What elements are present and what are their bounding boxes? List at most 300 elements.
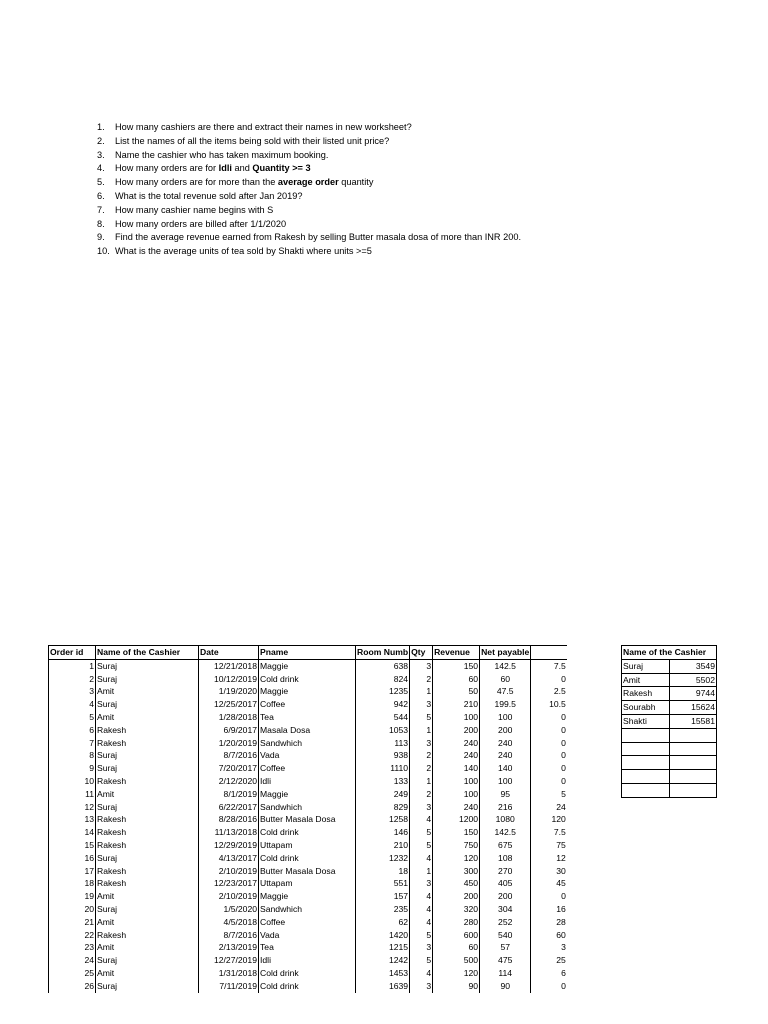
table-cell[interactable]: 829 [356,801,410,814]
table-cell[interactable]: 120 [433,852,480,865]
table-row [49,980,567,993]
table-cell[interactable]: 1453 [356,967,410,980]
question-text: Quantity >= 3 [252,163,311,174]
table-cell[interactable]: 21 [49,916,96,929]
table-cell[interactable]: 4/5/2018 [199,916,259,929]
table-row [49,839,567,852]
table-cell[interactable]: 3 [410,941,433,954]
table-cell[interactable]: 22 [49,929,96,942]
table-cell[interactable]: 200 [480,724,531,737]
table-cell[interactable]: 6 [561,967,566,978]
summary-row [622,687,717,701]
table-cell[interactable]: 5 [49,711,96,724]
table-cell[interactable]: Amit [96,685,199,698]
table-cell[interactable]: 113 [356,737,410,750]
table-cell[interactable]: 12/23/2017 [199,877,259,890]
table-cell[interactable]: 30 [556,865,566,876]
table-cell[interactable]: 10 [49,775,96,788]
table-cell[interactable]: 13 [49,813,96,826]
summary-cell[interactable] [670,742,717,756]
table-cell[interactable]: 1/5/2020 [199,903,259,916]
table-cell[interactable]: 18 [356,865,410,878]
table-cell[interactable]: 1200 [433,813,480,826]
table-cell[interactable]: 0 [561,891,566,902]
table-cell[interactable]: 1/20/2019 [199,737,259,750]
table-cell[interactable]: 7.5 [553,827,566,838]
table-cell[interactable]: 4 [49,698,96,711]
table-cell[interactable]: 9 [49,762,96,775]
table-cell[interactable]: 2.5 [553,686,566,697]
table-cell[interactable]: 114 [480,967,531,980]
table-cell[interactable]: 8/7/2016 [199,929,259,942]
question-item [97,204,521,218]
table-cell[interactable]: Maggie [259,890,356,903]
table-cell[interactable]: Amit [96,941,199,954]
table-cell[interactable]: 5 [410,954,433,967]
table-cell[interactable]: 199.5 [480,698,531,711]
table-cell[interactable]: 824 [356,673,410,686]
table-cell[interactable]: Vada [259,749,356,762]
table-cell[interactable]: 120 [433,967,480,980]
table-cell[interactable]: Suraj [96,903,199,916]
table-cell[interactable]: 4 [410,916,433,929]
table-cell[interactable]: 7 [49,737,96,750]
table-cell[interactable]: 938 [356,749,410,762]
table-cell[interactable]: 157 [356,890,410,903]
table-cell[interactable]: 12/25/2017 [199,698,259,711]
table-cell[interactable]: 100 [480,711,531,724]
table-cell[interactable]: 90 [433,980,480,993]
table-cell[interactable]: 24 [556,801,566,812]
table-cell[interactable]: Rakesh [96,737,199,750]
question-text: Idli [218,163,232,174]
table-cell[interactable]: Cold drink [259,826,356,839]
question-item [97,231,521,245]
table-cell[interactable]: 1053 [356,724,410,737]
table-cell[interactable]: Rakesh [96,865,199,878]
table-cell[interactable]: Butter Masala Dosa [259,865,356,878]
table-cell[interactable]: 146 [356,826,410,839]
table-cell[interactable]: 210 [356,839,410,852]
column-header: Revenue [433,646,480,660]
table-cell[interactable]: 3 [410,980,433,993]
summary-cell[interactable] [622,783,670,797]
table-row [49,801,567,814]
table-cell[interactable]: 28 [556,916,566,927]
summary-cell[interactable]: Suraj [622,659,670,673]
table-cell[interactable]: 47.5 [480,685,531,698]
table-cell[interactable]: Sandwhich [259,737,356,750]
table-cell[interactable]: Idli [259,775,356,788]
table-cell[interactable]: Maggie [259,788,356,801]
table-cell[interactable]: 6/22/2017 [199,801,259,814]
question-item [97,218,521,232]
table-cell[interactable]: Coffee [259,916,356,929]
summary-cell[interactable] [670,770,717,784]
table-row [49,711,567,724]
table-cell[interactable]: 60 [556,929,566,940]
table-cell[interactable]: Suraj [96,698,199,711]
table-cell[interactable]: 2/10/2019 [199,865,259,878]
table-cell[interactable]: 11 [49,788,96,801]
table-cell[interactable]: Suraj [96,852,199,865]
table-cell[interactable]: 405 [480,877,531,890]
summary-row [622,673,717,687]
table-cell[interactable]: 5 [410,826,433,839]
summary-cell[interactable] [622,756,670,770]
table-cell[interactable]: 0 [561,673,566,684]
table-cell[interactable]: 142.5 [480,826,531,839]
table-cell[interactable]: 600 [433,929,480,942]
table-cell[interactable]: Amit [96,890,199,903]
question-text: What is the average units of tea sold by Shakti where units >=5 [115,246,372,257]
summary-cell[interactable]: 3549 [670,659,717,673]
table-cell[interactable]: 1 [410,865,433,878]
table-cell[interactable]: 14 [49,826,96,839]
table-cell[interactable]: 3 [49,685,96,698]
table-cell[interactable]: 1258 [356,813,410,826]
table-row [49,890,567,903]
table-cell[interactable]: 0 [561,711,566,722]
table-cell[interactable]: 3 [410,737,433,750]
cashier-summary-table [621,645,717,798]
table-cell[interactable]: 60 [433,941,480,954]
table-cell[interactable]: 750 [433,839,480,852]
table-cell[interactable]: 235 [356,903,410,916]
table-row [49,967,567,980]
table-cell[interactable]: 120 [551,814,566,825]
table-cell[interactable]: 1/28/2018 [199,711,259,724]
table-cell[interactable]: 7.5 [553,660,566,671]
table-cell[interactable]: 26 [49,980,96,993]
table-cell[interactable]: 10/12/2019 [199,673,259,686]
table-cell[interactable]: 1235 [356,685,410,698]
table-cell[interactable]: 25 [49,967,96,980]
table-cell[interactable]: 4 [410,813,433,826]
table-cell[interactable]: 12 [556,852,566,863]
table-cell[interactable]: 5 [410,839,433,852]
table-cell[interactable]: 7/11/2019 [199,980,259,993]
table-cell[interactable]: 1 [410,685,433,698]
table-cell[interactable]: 200 [433,724,480,737]
table-cell[interactable]: 240 [480,737,531,750]
question-item [97,190,521,204]
table-cell[interactable]: 210 [433,698,480,711]
table-cell[interactable]: 8/7/2016 [199,749,259,762]
table-cell[interactable]: 2/13/2019 [199,941,259,954]
table-cell[interactable]: Tea [259,941,356,954]
column-header: Order id [49,646,96,660]
table-cell[interactable]: 150 [433,826,480,839]
table-cell[interactable]: 108 [480,852,531,865]
table-cell[interactable]: Coffee [259,698,356,711]
table-row [49,749,567,762]
table-cell[interactable]: 16 [556,903,566,914]
table-cell[interactable]: 304 [480,903,531,916]
table-cell[interactable]: 25 [556,955,566,966]
table-cell[interactable]: 90 [480,980,531,993]
table-cell[interactable]: 2/12/2020 [199,775,259,788]
table-cell[interactable]: Rakesh [96,724,199,737]
table-cell[interactable]: 11/13/2018 [199,826,259,839]
table-cell[interactable]: Tea [259,711,356,724]
table-row [49,775,567,788]
table-cell[interactable]: 1 [49,659,96,672]
table-cell[interactable]: 320 [433,903,480,916]
table-cell[interactable]: 19 [49,890,96,903]
table-cell[interactable]: 200 [480,890,531,903]
table-cell[interactable]: 0 [561,763,566,774]
table-cell[interactable]: Rakesh [96,826,199,839]
summary-cell[interactable]: Rakesh [622,687,670,701]
table-cell[interactable]: Cold drink [259,852,356,865]
summary-cell[interactable]: Amit [622,673,670,687]
table-cell[interactable]: 3 [561,942,566,953]
table-cell[interactable]: Amit [96,711,199,724]
table-cell[interactable]: 0 [561,750,566,761]
table-cell[interactable]: 2 [49,673,96,686]
summary-cell[interactable]: 15581 [670,714,717,728]
table-cell[interactable]: Suraj [96,762,199,775]
table-cell[interactable]: 17 [49,865,96,878]
summary-row [622,728,717,742]
table-cell[interactable]: 60 [480,673,531,686]
table-cell[interactable]: 551 [356,877,410,890]
table-cell[interactable]: Masala Dosa [259,724,356,737]
table-cell[interactable]: 0 [561,980,566,991]
table-body [49,659,567,992]
question-text: How many orders are for more than the [115,177,278,188]
table-cell[interactable]: 100 [433,711,480,724]
table-cell[interactable]: 2 [410,673,433,686]
table-cell[interactable]: Uttapam [259,877,356,890]
table-cell[interactable]: 2/10/2019 [199,890,259,903]
question-number: 4. [97,163,105,174]
table-cell[interactable]: 240 [433,749,480,762]
summary-cell[interactable]: 15624 [670,701,717,715]
table-cell[interactable]: 8/1/2019 [199,788,259,801]
table-cell[interactable]: 1215 [356,941,410,954]
table-cell[interactable]: Rakesh [96,839,199,852]
table-cell[interactable]: Suraj [96,659,199,672]
table-cell[interactable]: 150 [433,659,480,672]
table-cell[interactable]: Uttapam [259,839,356,852]
question-number: 2. [97,135,105,146]
table-cell[interactable]: Cold drink [259,673,356,686]
table-cell[interactable]: Amit [96,916,199,929]
table-cell[interactable]: Sandwhich [259,801,356,814]
question-number: 10. [97,246,110,257]
table-row [49,865,567,878]
table-cell[interactable]: 23 [49,941,96,954]
table-cell[interactable]: 75 [556,839,566,850]
column-header: Pname [259,646,356,660]
table-row [49,698,567,711]
table-cell[interactable]: 18 [49,877,96,890]
table-cell[interactable]: 1242 [356,954,410,967]
table-cell[interactable]: 10.5 [549,699,566,710]
table-cell[interactable]: Cold drink [259,967,356,980]
question-text: What is the total revenue sold after Jan 2019? [115,190,303,201]
summary-cell[interactable] [622,770,670,784]
summary-cell[interactable] [622,742,670,756]
table-cell[interactable]: 3 [410,659,433,672]
table-cell[interactable]: 0 [561,724,566,735]
table-cell[interactable]: Idli [259,954,356,967]
table-cell[interactable]: 6/9/2017 [199,724,259,737]
table-cell[interactable]: 12/27/2019 [199,954,259,967]
table-row [49,737,567,750]
table-cell[interactable]: 16 [49,852,96,865]
table-cell[interactable]: 3 [410,698,433,711]
summary-cell[interactable]: Shakti [622,714,670,728]
table-cell[interactable]: 942 [356,698,410,711]
table-cell[interactable]: Maggie [259,659,356,672]
table-cell[interactable]: 1 [410,775,433,788]
orders-table [48,645,567,993]
table-row [49,916,567,929]
table-cell[interactable]: 140 [433,762,480,775]
table-cell[interactable]: 45 [556,878,566,889]
table-cell[interactable]: Rakesh [96,813,199,826]
table-cell[interactable]: 0 [561,737,566,748]
table-cell[interactable]: 20 [49,903,96,916]
table-header-row [49,646,567,660]
table-cell[interactable]: 4 [410,967,433,980]
table-cell[interactable]: 4/13/2017 [199,852,259,865]
table-cell[interactable]: 95 [480,788,531,801]
question-text: How many cashiers are there and extract their names in new worksheet? [115,122,412,132]
table-cell[interactable]: 4 [410,852,433,865]
table-cell[interactable]: 1639 [356,980,410,993]
table-cell[interactable]: Amit [96,967,199,980]
table-cell[interactable]: 57 [480,941,531,954]
summary-cell[interactable] [670,756,717,770]
table-cell[interactable]: Rakesh [96,929,199,942]
table-cell[interactable]: 12/29/2019 [199,839,259,852]
table-cell[interactable]: Suraj [96,954,199,967]
table-cell[interactable]: 544 [356,711,410,724]
table-cell[interactable]: 142.5 [480,659,531,672]
question-text: How many orders are billed after 1/1/2020 [115,218,287,229]
table-row [49,724,567,737]
table-cell[interactable]: 450 [433,877,480,890]
table-cell[interactable]: 62 [356,916,410,929]
table-cell[interactable]: 240 [433,737,480,750]
table-cell[interactable]: 24 [49,954,96,967]
table-cell[interactable]: Coffee [259,762,356,775]
table-cell[interactable]: 5 [561,788,566,799]
summary-cell[interactable]: Sourabh [622,701,670,715]
table-cell[interactable]: Suraj [96,749,199,762]
table-cell[interactable]: 2 [410,749,433,762]
table-row [49,762,567,775]
table-cell[interactable]: 6 [49,724,96,737]
table-cell[interactable]: 240 [480,749,531,762]
question-text: and [231,163,253,174]
summary-cell[interactable] [670,728,717,742]
table-cell[interactable]: Amit [96,788,199,801]
table-cell[interactable]: 8/28/2016 [199,813,259,826]
table-cell[interactable]: 15 [49,839,96,852]
table-cell[interactable]: 3 [410,877,433,890]
table-cell[interactable]: 675 [480,839,531,852]
table-cell[interactable]: 1 [410,724,433,737]
table-row [49,954,567,967]
table-cell[interactable]: 1080 [480,813,531,826]
table-cell[interactable]: 7/20/2017 [199,762,259,775]
table-cell[interactable]: 4 [410,903,433,916]
question-number: 5. [97,177,105,188]
table-row [49,929,567,942]
table-cell[interactable]: Butter Masala Dosa [259,813,356,826]
table-cell[interactable]: 0 [561,775,566,786]
table-cell[interactable]: 133 [356,775,410,788]
table-cell[interactable]: 1/31/2018 [199,967,259,980]
summary-cell[interactable]: 5502 [670,673,717,687]
column-header: Name of the Cashier [96,646,199,660]
table-cell[interactable]: 2 [410,788,433,801]
table-cell[interactable]: 4 [410,890,433,903]
table-cell[interactable]: 100 [433,788,480,801]
table-cell[interactable]: Rakesh [96,877,199,890]
table-cell[interactable]: Suraj [96,980,199,993]
table-cell[interactable]: 1420 [356,929,410,942]
table-cell[interactable]: 5 [410,929,433,942]
table-cell[interactable]: 280 [433,916,480,929]
table-cell[interactable]: 12 [49,801,96,814]
table-cell[interactable]: 252 [480,916,531,929]
table-cell[interactable]: 3 [410,801,433,814]
table-cell[interactable]: 540 [480,929,531,942]
summary-cell[interactable] [670,783,717,797]
table-cell[interactable]: Cold drink [259,980,356,993]
table-cell[interactable]: Sandwhich [259,903,356,916]
table-cell[interactable]: Rakesh [96,775,199,788]
table-cell[interactable]: 60 [433,673,480,686]
question-number: 8. [97,218,105,229]
summary-cell[interactable]: 9744 [670,687,717,701]
table-cell[interactable]: 216 [480,801,531,814]
table-cell[interactable]: 8 [49,749,96,762]
summary-cell[interactable] [622,728,670,742]
table-cell[interactable]: Suraj [96,673,199,686]
table-cell[interactable]: Suraj [96,801,199,814]
table-cell[interactable]: 200 [433,890,480,903]
table-cell[interactable]: 500 [433,954,480,967]
table-cell[interactable]: 240 [433,801,480,814]
table-cell[interactable]: 300 [433,865,480,878]
table-cell[interactable]: 100 [433,775,480,788]
table-row [49,903,567,916]
table-cell[interactable]: 1/19/2020 [199,685,259,698]
table-cell[interactable]: Vada [259,929,356,942]
table-cell[interactable]: 249 [356,788,410,801]
table-cell[interactable]: 1232 [356,852,410,865]
table-cell[interactable]: 475 [480,954,531,967]
table-cell[interactable]: 12/21/2018 [199,659,259,672]
table-cell[interactable]: 140 [480,762,531,775]
table-cell[interactable]: 100 [480,775,531,788]
table-cell[interactable]: 270 [480,865,531,878]
table-cell[interactable]: 1110 [356,762,410,775]
question-text: Name the cashier who has taken maximum booking. [115,149,329,160]
table-cell[interactable]: 2 [410,762,433,775]
table-cell[interactable]: 50 [433,685,480,698]
table-cell[interactable]: 5 [410,711,433,724]
table-cell[interactable]: Maggie [259,685,356,698]
table-cell[interactable]: 638 [356,659,410,672]
